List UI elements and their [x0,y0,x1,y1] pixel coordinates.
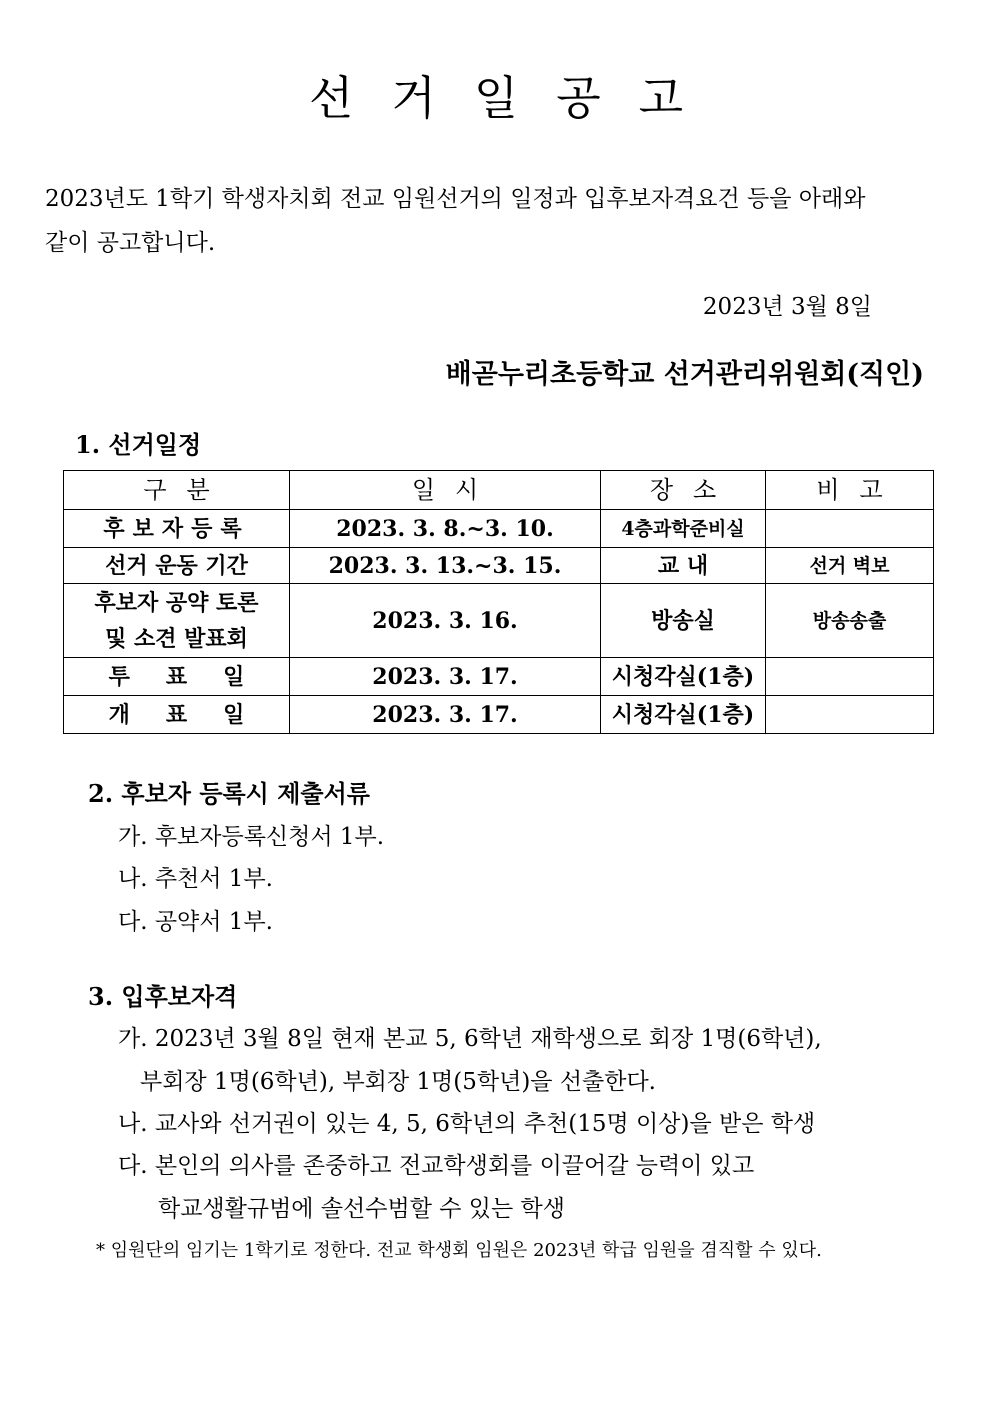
cell-datetime: 2023. 3. 13.~3. 15. [290,548,601,584]
cell-note [766,658,934,696]
list-item: 다. 공약서 1부. [118,909,273,935]
footnote: * 임원단의 임기는 1학기로 정한다. 전교 학생회 임원은 2023년 학급 임원을 겸직할 수 있다. [96,1240,822,1261]
cell-place: 시청각실(1층) [601,696,766,734]
notice-date: 2023년 3월 8일 [702,294,872,320]
table-header-row [64,471,934,510]
qualification-a-line-2: 부회장 1명(6학년), 부회장 1명(5학년)을 선출한다. [140,1069,656,1095]
section-1-heading: 1. 선거일정 [75,430,202,459]
table-row [64,510,934,548]
cell-place: 교 내 [601,548,766,584]
header-datetime: 일시 [290,471,601,510]
cell-category-line-1: 후보자 공약 토론 [94,589,259,616]
qualification-c-line-2: 학교생활규범에 솔선수범할 수 있는 학생 [158,1196,565,1222]
cell-place: 방송실 [601,584,766,658]
section-3-heading: 3. 입후보자격 [88,982,238,1011]
cell-datetime: 2023. 3. 16. [290,584,601,658]
cell-datetime: 2023. 3. 8.~3. 10. [290,510,601,548]
list-item: 가. 후보자등록신청서 1부. [118,824,385,850]
qualification-c-line-1: 다. 본인의 의사를 존중하고 전교학생회를 이끌어갈 능력이 있고 [118,1153,755,1179]
cell-category: 개표일 [64,696,290,734]
cell-place: 4층과학준비실 [601,510,766,548]
cell-category-line-2: 및 소견 발표회 [105,625,248,652]
qualification-a-line-1: 가. 2023년 3월 8일 현재 본교 5, 6학년 재학생으로 회장 1명(6학년), [118,1026,822,1052]
cell-place: 시청각실(1층) [601,658,766,696]
cell-category: 선거 운동 기간 [64,548,290,584]
cell-note [766,510,934,548]
notice-title: 선거일공고 [308,71,722,125]
committee-signature: 배곧누리초등학교 선거관리위원회(직인) [445,359,924,390]
table-row [64,548,934,584]
header-note: 비고 [766,471,934,510]
cell-datetime: 2023. 3. 17. [290,658,601,696]
intro-line-2: 같이 공고합니다. [45,230,216,256]
header-category: 구분 [64,471,290,510]
cell-datetime: 2023. 3. 17. [290,696,601,734]
cell-category: 후보자등록 [64,510,290,548]
table-row [64,658,934,696]
table-row [64,696,934,734]
qualification-b: 나. 교사와 선거권이 있는 4, 5, 6학년의 추천(15명 이상)을 받은 학생 [118,1111,816,1137]
section-2-heading: 2. 후보자 등록시 제출서류 [88,779,370,808]
election-schedule-table [63,470,934,734]
cell-category: 투표일 [64,658,290,696]
intro-line-1: 2023년도 1학기 학생자치회 전교 임원선거의 일정과 입후보자격요건 등을 아래와 [45,186,866,212]
cell-category [64,584,290,658]
list-item: 나. 추천서 1부. [118,866,273,892]
table-row [64,584,934,658]
cell-note [766,696,934,734]
header-place: 장소 [601,471,766,510]
cell-note: 선거 벽보 [766,548,934,584]
cell-note: 방송송출 [766,584,934,658]
